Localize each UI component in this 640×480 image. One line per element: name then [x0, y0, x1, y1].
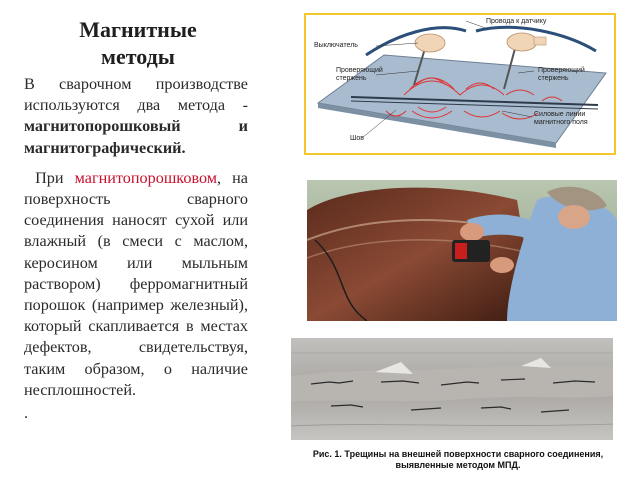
- caption-line-1: Рис. 1. Трещины на внешней поверхности сварного соединения,: [312, 449, 604, 459]
- label-wires: Провода к датчику: [486, 18, 547, 25]
- slide-title: [40, 16, 236, 70]
- body-text: [24, 74, 248, 424]
- pipe: [307, 188, 537, 321]
- label-switch: Выключатель: [314, 42, 358, 49]
- magnetic-powder-highlight: магнитопорошковом: [74, 168, 217, 187]
- inspection-photo: [307, 180, 617, 321]
- switch-body: [534, 37, 546, 45]
- paragraph-powder-pre: При: [35, 168, 75, 187]
- label-field-lines: Силовые линии магнитного поля: [534, 111, 588, 126]
- probe-red-part: [455, 243, 467, 259]
- title-line-2: методы: [101, 44, 175, 69]
- paragraph-methods-text: В сварочном производстве используются два метода -: [24, 75, 248, 115]
- figure-caption: [290, 449, 626, 471]
- hand-right: [507, 33, 537, 51]
- worker-hand-2: [490, 257, 514, 273]
- paragraph-magnetic-powder: [24, 168, 248, 401]
- trailing-dot: .: [24, 404, 29, 423]
- label-probe-right: Проверяющий стержень: [538, 67, 585, 82]
- paragraph-powder-post: , на поверхность сварного соединения наносят сухой или влажный (в смеси с маслом, керосином или мыльным раствором) ферромагнитный порошок (например железный), который скапливается в местах дефектов, свидетельствуя, таким образом, о наличие несплошностей.: [24, 168, 248, 399]
- title-line-1: Магнитные: [79, 17, 197, 42]
- caption-line-2: выявленные методом МПД.: [395, 460, 521, 470]
- methods-names: магнитопорошковый и магнитографический.: [24, 117, 248, 157]
- worker-face: [558, 205, 590, 229]
- weld-cracks-photo-art: [291, 338, 613, 440]
- label-seam: Шов: [350, 135, 365, 142]
- magnetic-test-diagram: [304, 13, 616, 155]
- worker-hand: [460, 223, 484, 241]
- paragraph-methods: [24, 74, 248, 159]
- diagram-illustration: [306, 15, 613, 152]
- hand-left: [415, 34, 445, 52]
- weld-cracks-photo: [291, 338, 613, 440]
- inspection-photo-art: [307, 180, 617, 321]
- label-probe-left: Проверяющий стержень: [336, 67, 383, 82]
